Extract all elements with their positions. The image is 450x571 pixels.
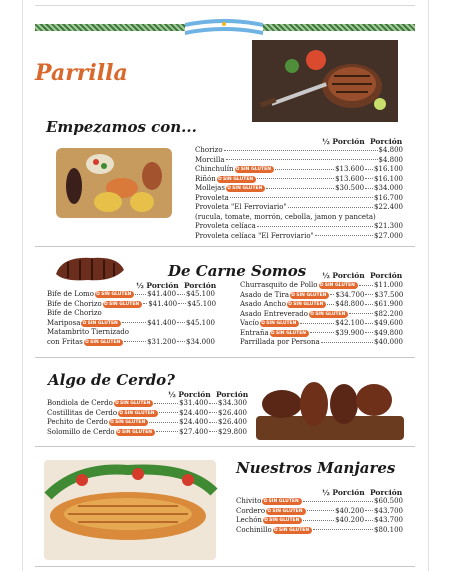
menu-item-name: Cordero: [236, 506, 266, 515]
menu-item-row: [195, 146, 403, 155]
menu-item-name: Chorizo: [195, 146, 223, 154]
manjares-col-half: ½ Porción: [322, 488, 365, 497]
menu-item-row: [195, 222, 403, 231]
menu-item-name: Costillitas de Cerdo: [47, 408, 118, 417]
gluten-free-badge: ✿ SIN GLUTEN: [109, 419, 148, 426]
menu-item-name: Matambrito Tiernizado: [47, 328, 129, 336]
menu-item-name: Entraña: [240, 328, 269, 337]
full-portion-price: $16.100: [374, 174, 403, 183]
half-portion-price: $41.400: [148, 299, 178, 308]
entrantes-heading: Empezamos con...: [46, 118, 197, 136]
half-portion-price: $41.400: [147, 290, 177, 298]
menu-item-name: Asado Entreverado: [240, 309, 308, 318]
gluten-free-badge: ✿ SIN GLUTEN: [103, 301, 142, 308]
full-portion-price: $16.100: [374, 165, 403, 173]
gluten-free-badge: ✿ SIN GLUTEN: [287, 301, 326, 308]
dot-leader: [349, 312, 373, 314]
gluten-free-badge: ✿ SIN GLUTEN: [116, 429, 155, 436]
section-divider: [35, 566, 415, 567]
dot-leader: [365, 303, 373, 305]
dot-leader: [154, 402, 178, 404]
gluten-free-badge: ✿ SIN GLUTEN: [81, 320, 120, 327]
menu-item-row: [236, 497, 403, 506]
menu-item-row: [47, 428, 247, 437]
dot-leader: [365, 177, 373, 179]
full-portion-price: $49.600: [374, 319, 403, 327]
full-portion-price: $43.700: [374, 506, 403, 515]
full-portion-price: $80.100: [374, 525, 403, 534]
dot-leader: [177, 321, 185, 323]
full-portion-price: $26.400: [218, 418, 247, 426]
gluten-free-badge: ✿ SIN GLUTEN: [95, 291, 134, 298]
gluten-free-badge: ✿ SIN GLUTEN: [260, 320, 299, 327]
dot-leader: [209, 402, 217, 404]
menu-item-name: con Fritas: [47, 337, 83, 346]
full-portion-price: $16.700: [374, 193, 403, 202]
roast-pig-photo: [38, 456, 222, 564]
full-portion-price: $21.300: [374, 222, 403, 230]
cerdo-col-half: ½ Porción: [168, 390, 211, 399]
menu-item-row: [47, 300, 215, 309]
gluten-free-badge: ✿ SIN GLUTEN: [263, 517, 302, 524]
cerdo-heading: Algo de Cerdo?: [48, 371, 175, 389]
full-portion-price: $4.800: [378, 155, 403, 164]
menu-item-name: Churrasquito de Pollo: [240, 281, 318, 289]
chorizo-board-photo: [52, 144, 176, 222]
menu-item-name: Asado de Tira: [240, 290, 290, 299]
menu-item-row: [236, 516, 403, 525]
menu-item-name: Parrillada por Persona: [240, 338, 320, 346]
menu-item-row: [240, 319, 403, 328]
col-full-label: Porción: [369, 137, 403, 146]
half-portion-price: $40.200: [335, 516, 365, 524]
full-portion-price: $60.500: [374, 497, 403, 505]
dot-leader: [124, 340, 146, 342]
full-portion-price: $82.200: [374, 309, 403, 318]
full-portion-price: $29.800: [218, 427, 247, 436]
section-title: Parrilla: [35, 60, 128, 86]
dot-leader: [122, 321, 146, 323]
gluten-free-badge: ✿ SIN GLUTEN: [273, 527, 312, 534]
half-portion-price: $31.400: [179, 399, 209, 407]
carne-heading: De Carne Somos: [168, 262, 307, 280]
gluten-free-badge: ✿ SIN GLUTEN: [118, 410, 157, 417]
menu-item-row: [236, 526, 403, 535]
manjares-col-full: Porción: [369, 488, 403, 497]
dot-leader: [143, 302, 147, 304]
half-portion-price: $24.400: [179, 418, 209, 426]
dot-leader: [300, 322, 334, 324]
gluten-free-badge: ✿ SIN GLUTEN: [217, 176, 256, 183]
dot-leader: [315, 234, 373, 236]
menu-item-row: [240, 329, 403, 338]
dot-leader: [149, 421, 178, 423]
half-portion-price: $27.400: [179, 427, 209, 436]
menu-item-row: [47, 338, 215, 347]
ribs-photo: [52, 250, 128, 284]
menu-item-name: Provoleta celíaca "El Ferroviario": [195, 231, 314, 240]
menu-item-name: Bife de Chorizo: [47, 309, 102, 317]
full-portion-price: $49.800: [374, 328, 403, 337]
menu-item-name: Provoleta: [195, 193, 229, 202]
full-portion-price: $22.400: [374, 203, 403, 211]
dot-leader: [177, 340, 185, 342]
menu-item-row: [47, 309, 215, 318]
menu-item-name: Chinchulín: [195, 165, 234, 173]
dot-leader: [365, 519, 373, 521]
dot-leader: [266, 187, 334, 189]
col-half-label: ½ Porción: [322, 137, 365, 146]
half-portion-price: $39.900: [335, 328, 365, 337]
full-portion-price: $43.700: [374, 516, 403, 524]
menu-item-row: [195, 175, 403, 184]
dot-leader: [156, 430, 178, 432]
dot-leader: [209, 430, 217, 432]
menu-item-row: [240, 281, 403, 290]
full-portion-price: $37.500: [374, 290, 404, 299]
full-portion-price: $61.900: [374, 300, 403, 308]
menu-item-row: [195, 165, 403, 174]
page-edge-left: [22, 0, 23, 571]
menu-item-name: Vacío: [240, 319, 259, 327]
menu-item-name: Pechito de Cerdo: [47, 418, 108, 426]
full-portion-price: $40.000: [374, 338, 403, 346]
dot-leader: [209, 411, 217, 413]
menu-item-name: Bife de Chorizo: [47, 299, 102, 308]
menu-item-row: [240, 300, 403, 309]
menu-item-row: [195, 203, 403, 212]
argentina-flag-ribbon: [183, 15, 265, 41]
half-portion-price: $42.100: [335, 319, 365, 327]
gluten-free-badge: ✿ SIN GLUTEN: [266, 508, 305, 515]
menu-item-row: [195, 156, 403, 165]
dot-leader: [209, 421, 217, 423]
half-portion-price: $13.600: [335, 174, 365, 183]
half-portion-price: $34.700: [335, 290, 365, 299]
carne-left-col-half: ½ Porción: [136, 281, 179, 290]
dot-leader: [224, 149, 378, 151]
half-portion-price: $31.200: [147, 337, 177, 346]
dot-leader: [321, 341, 373, 343]
full-portion-price: $11.000: [374, 281, 403, 289]
section-divider: [35, 246, 415, 247]
dot-leader: [178, 302, 186, 304]
gluten-free-badge: ✿ SIN GLUTEN: [319, 282, 358, 289]
dot-leader: [365, 293, 373, 295]
menu-item-name: Mollejas: [195, 184, 225, 192]
menu-item-name: Asado Ancho: [240, 300, 286, 308]
dot-leader: [365, 187, 373, 189]
dot-leader: [310, 331, 334, 333]
dot-leader: [365, 168, 373, 170]
page-edge-right: [428, 0, 429, 571]
cerdo-col-full: Porción: [215, 390, 249, 399]
full-portion-price: $34.000: [374, 184, 403, 192]
dot-leader: [257, 225, 373, 227]
dot-leader: [135, 293, 146, 295]
dot-leader: [365, 322, 373, 324]
section-divider: [35, 446, 415, 447]
half-portion-price: $48.800: [335, 300, 365, 308]
menu-item-row: [195, 184, 403, 193]
menu-item-name: Bondiola de Cerdo: [47, 399, 113, 407]
menu-item-name: Provoleta celíaca: [195, 222, 256, 230]
full-portion-price: $45.100: [186, 318, 215, 327]
menu-item-row: [47, 399, 247, 408]
dot-leader: [359, 284, 373, 286]
menu-item-name: Chivito: [236, 497, 262, 505]
menu-item-row: [47, 328, 215, 337]
dot-leader: [226, 158, 378, 160]
dot-leader: [307, 509, 335, 511]
half-portion-price: $41.400: [147, 318, 177, 327]
menu-item-name: Mariposa: [47, 318, 81, 327]
dot-leader: [303, 500, 373, 502]
full-portion-price: $45.100: [186, 290, 215, 298]
provoleta-note: (rucula, tomate, morrón, cebolla, jamon y panceta): [195, 212, 376, 221]
dot-leader: [365, 331, 373, 333]
menu-item-name: Provoleta "El Ferroviario": [195, 203, 287, 211]
full-portion-price: $45.100: [187, 299, 217, 308]
dot-leader: [177, 293, 185, 295]
dot-leader: [365, 509, 373, 511]
grilled-meat-photo: [252, 40, 398, 122]
gluten-free-badge: ✿ SIN GLUTEN: [270, 330, 309, 337]
gluten-free-badge: ✿ SIN GLUTEN: [226, 185, 265, 192]
gluten-free-badge: ✿ SIN GLUTEN: [262, 498, 301, 505]
carne-right-col-full: Porción: [369, 271, 403, 280]
section-divider: [35, 357, 415, 358]
menu-item-row: [195, 194, 403, 203]
full-portion-price: $26.400: [218, 408, 247, 417]
top-divider: [35, 5, 415, 6]
menu-item-row: [195, 232, 403, 241]
dot-leader: [313, 528, 373, 530]
menu-item-name: Solomillo de Cerdo: [47, 427, 115, 436]
menu-item-row: [240, 338, 403, 347]
gluten-free-badge: ✿ SIN GLUTEN: [309, 311, 348, 318]
dot-leader: [330, 293, 334, 295]
menu-item-row: [47, 409, 247, 418]
menu-item-name: Lechón: [236, 516, 262, 524]
menu-item-row: [240, 291, 403, 300]
half-portion-price: $13.600: [335, 165, 365, 173]
dot-leader: [230, 196, 373, 198]
menu-item-row: [236, 507, 403, 516]
full-portion-price: $34.300: [218, 399, 247, 407]
carne-right-col-half: ½ Porción: [322, 271, 365, 280]
carne-left-col-full: Porción: [183, 281, 217, 290]
menu-item-row: [47, 290, 215, 299]
gluten-free-badge: ✿ SIN GLUTEN: [114, 400, 153, 407]
dot-leader: [288, 206, 373, 208]
gluten-free-badge: ✿ SIN GLUTEN: [235, 166, 274, 173]
menu-item-name: Cochinillo: [236, 525, 272, 534]
gluten-free-badge: ✿ SIN GLUTEN: [290, 292, 329, 299]
half-portion-price: $30.500: [335, 184, 365, 192]
dot-leader: [257, 177, 334, 179]
manjares-heading: Nuestros Manjares: [236, 459, 396, 477]
menu-item-name: Bife de Lomo: [47, 290, 94, 298]
full-portion-price: $34.000: [186, 337, 215, 346]
gluten-free-badge: ✿ SIN GLUTEN: [84, 339, 123, 346]
dot-leader: [327, 303, 334, 305]
half-portion-price: $40.200: [335, 506, 365, 515]
menu-item-row: [240, 310, 403, 319]
menu-item-row: [47, 319, 215, 328]
full-portion-price: $4.800: [378, 146, 403, 154]
menu-item-row: [47, 418, 247, 427]
dot-leader: [159, 411, 179, 413]
half-portion-price: $24.400: [179, 408, 209, 417]
full-portion-price: $27.000: [374, 231, 403, 240]
dot-leader: [275, 168, 334, 170]
dot-leader: [303, 519, 334, 521]
menu-item-name: Morcilla: [195, 155, 225, 164]
menu-item-name: Riñón: [195, 174, 216, 183]
pork-board-photo: [252, 374, 408, 446]
